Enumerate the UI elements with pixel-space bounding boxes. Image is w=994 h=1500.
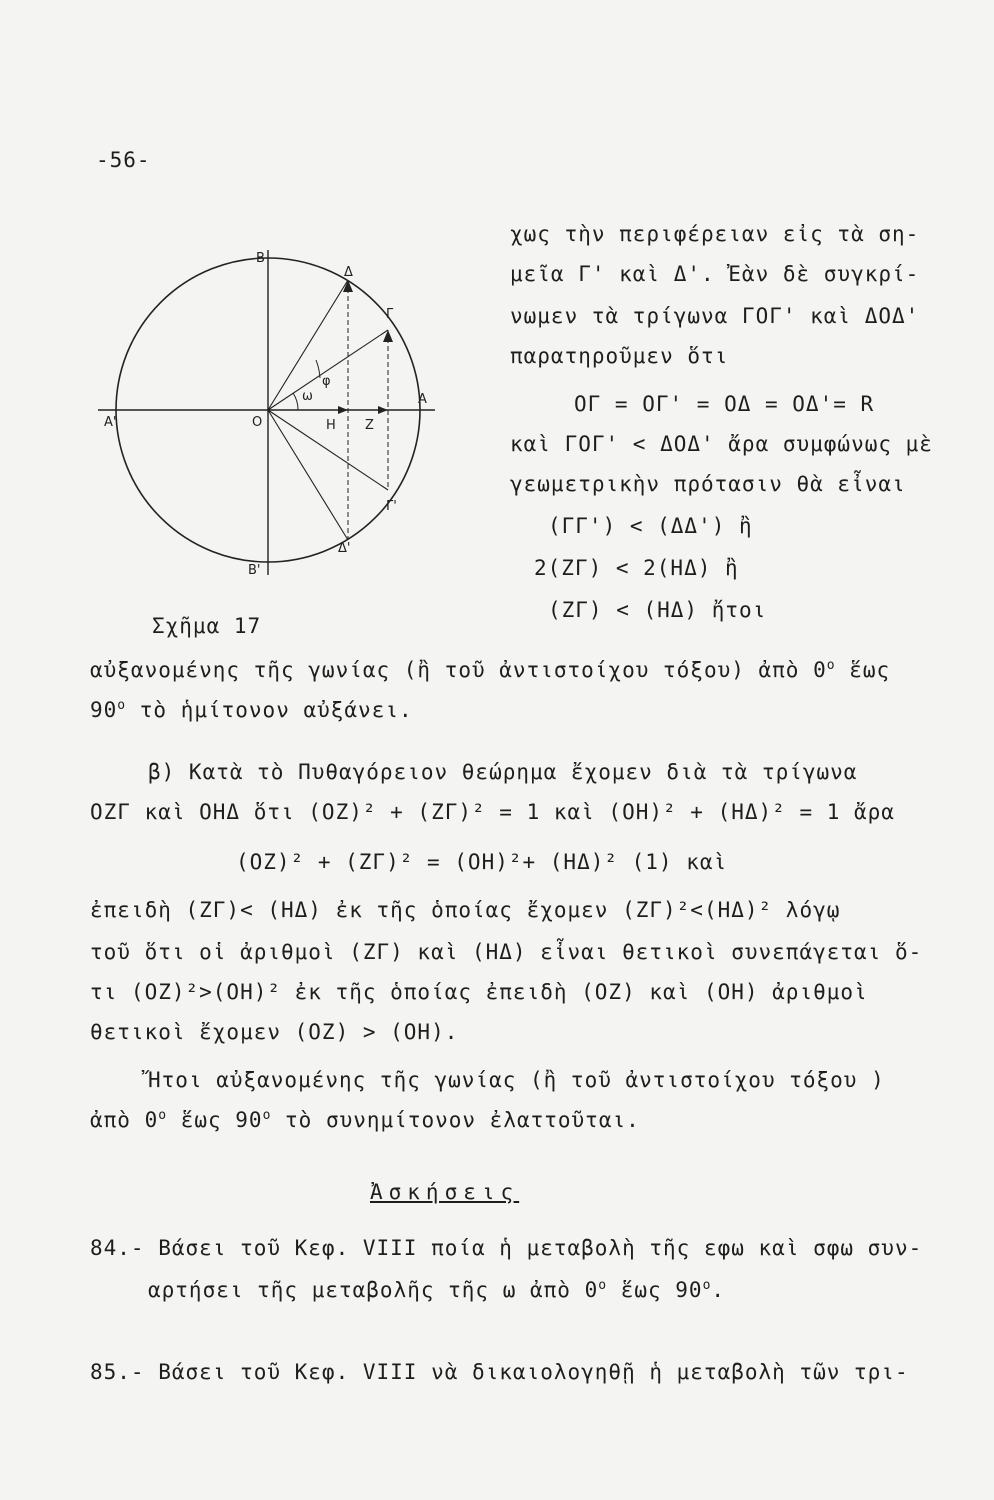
- label-h: H: [326, 418, 336, 433]
- right-text-10: (ΖΓ) < (ΗΔ) ἤτοι: [548, 598, 767, 622]
- right-text-9: 2(ΖΓ) < 2(ΗΔ) ἢ: [534, 556, 739, 580]
- figure-caption: Σχῆμα 17: [152, 614, 262, 638]
- exercise-85-line1: 85.- Βάσει τοῦ Κεφ. VIII νὰ δικαιολογηθῇ ἡ μεταβολὴ τῶν τρι-: [90, 1360, 909, 1384]
- exercise-84-line2: αρτήσει τῆς μεταβολῆς τῆς ω ἀπὸ $0^o$ ἕως $90^o$.: [148, 1278, 726, 1302]
- label-delta-prime: Δ': [338, 541, 351, 556]
- body-p2-line6: τι (ΟΖ)²>(ΟΗ)² ἐκ τῆς ὁποίας ἐπειδὴ (ΟΖ) καὶ (ΟΗ) ἀριθμοὶ: [90, 980, 868, 1004]
- arrow-h: [338, 406, 348, 414]
- section-title: Ἀσκήσεις: [370, 1180, 520, 1204]
- body-p2-line2: ΟΖΓ καὶ ΟΗΔ ὅτι (ΟΖ)² + (ΖΓ)² = 1 καὶ (ΟΗ)² + (ΗΔ)² = 1 ἄρα: [90, 800, 895, 824]
- label-delta: Δ: [344, 265, 353, 280]
- angle-phi-arc: [316, 360, 320, 378]
- right-text-7: γεωμετρικὴν πρότασιν θὰ εἶναι: [510, 472, 906, 496]
- body-p3-line2: ἀπὸ $0^o$ ἕως $90^o$ τὸ συνημίτονον ἐλαττοῦται.: [90, 1108, 640, 1132]
- label-b-prime: B': [248, 563, 261, 578]
- angle-omega-arc: [293, 393, 298, 410]
- label-omega: ω: [302, 389, 313, 404]
- label-gamma: Γ: [386, 307, 394, 322]
- right-text-3: νωμεν τὰ τρίγωνα ΓΟΓ' καὶ ΔΟΔ': [510, 304, 920, 328]
- right-text-2: μεῖα Γ' καὶ Δ'. Ἐὰν δὲ συγκρί-: [510, 262, 920, 286]
- body-p1-line1: αὐξανομένης τῆς γωνίας (ἢ τοῦ ἀντιστοίχου τόξου) ἀπὸ $0^o$ ἕως: [90, 658, 891, 682]
- arrow-z: [378, 406, 388, 414]
- label-phi: φ: [322, 374, 331, 389]
- label-gamma-prime: Γ': [386, 499, 397, 514]
- right-text-1: χως τὴν περιφέρειαν εἰς τὰ ση-: [510, 222, 920, 246]
- body-p2-line1: β) Κατὰ τὸ Πυθαγόρειον θεώρημα ἔχομεν διὰ τὰ τρίγωνα: [148, 760, 858, 784]
- label-a: A: [418, 392, 427, 407]
- body-p2-line4: ἐπειδὴ (ΖΓ)< (ΗΔ) ἐκ τῆς ὁποίας ἔχομεν (ΖΓ)²<(ΗΔ)² λόγῳ: [90, 898, 841, 922]
- body-p2-line7: θετικοὶ ἔχομεν (ΟΖ) > (ΟΗ).: [90, 1020, 459, 1044]
- right-text-4: παρατηροῦμεν ὅτι: [510, 344, 729, 368]
- body-p1-line2: $90^o$ τὸ ἡμίτονον αὐξάνει.: [90, 698, 413, 722]
- page-number: -56-: [96, 148, 151, 172]
- label-b: B: [256, 251, 265, 266]
- unit-circle-figure: [90, 240, 450, 590]
- exercise-84-line1: 84.- Βάσει τοῦ Κεφ. VIII ποία ἡ μεταβολὴ τῆς εφω καὶ σφω συν-: [90, 1236, 923, 1260]
- right-text-6: καὶ ΓΟΓ' < ΔΟΔ' ἄρα συμφώνως μὲ: [510, 432, 933, 456]
- right-text-5: ΟΓ = ΟΓ' = ΟΔ = ΟΔ'= R: [574, 392, 875, 416]
- radius-og: [268, 330, 388, 410]
- body-p2-line5: τοῦ ὅτι οἱ ἀριθμοὶ (ΖΓ) καὶ (ΗΔ) εἶναι θετικοὶ συνεπάγεται ὅ-: [90, 940, 923, 964]
- body-p2-equation: (ΟΖ)² + (ΖΓ)² = (ΟΗ)²+ (ΗΔ)² (1) καὶ: [236, 850, 728, 874]
- right-text-8: (ΓΓ') < (ΔΔ') ἢ: [548, 514, 753, 538]
- label-z: Z: [365, 418, 374, 433]
- label-a-prime: A': [104, 415, 117, 430]
- body-p3-line1: Ἤτοι αὐξανομένης τῆς γωνίας (ἢ τοῦ ἀντιστοίχου τόξου ): [148, 1068, 885, 1092]
- radius-od-prime: [268, 410, 348, 540]
- label-o: O: [252, 415, 263, 430]
